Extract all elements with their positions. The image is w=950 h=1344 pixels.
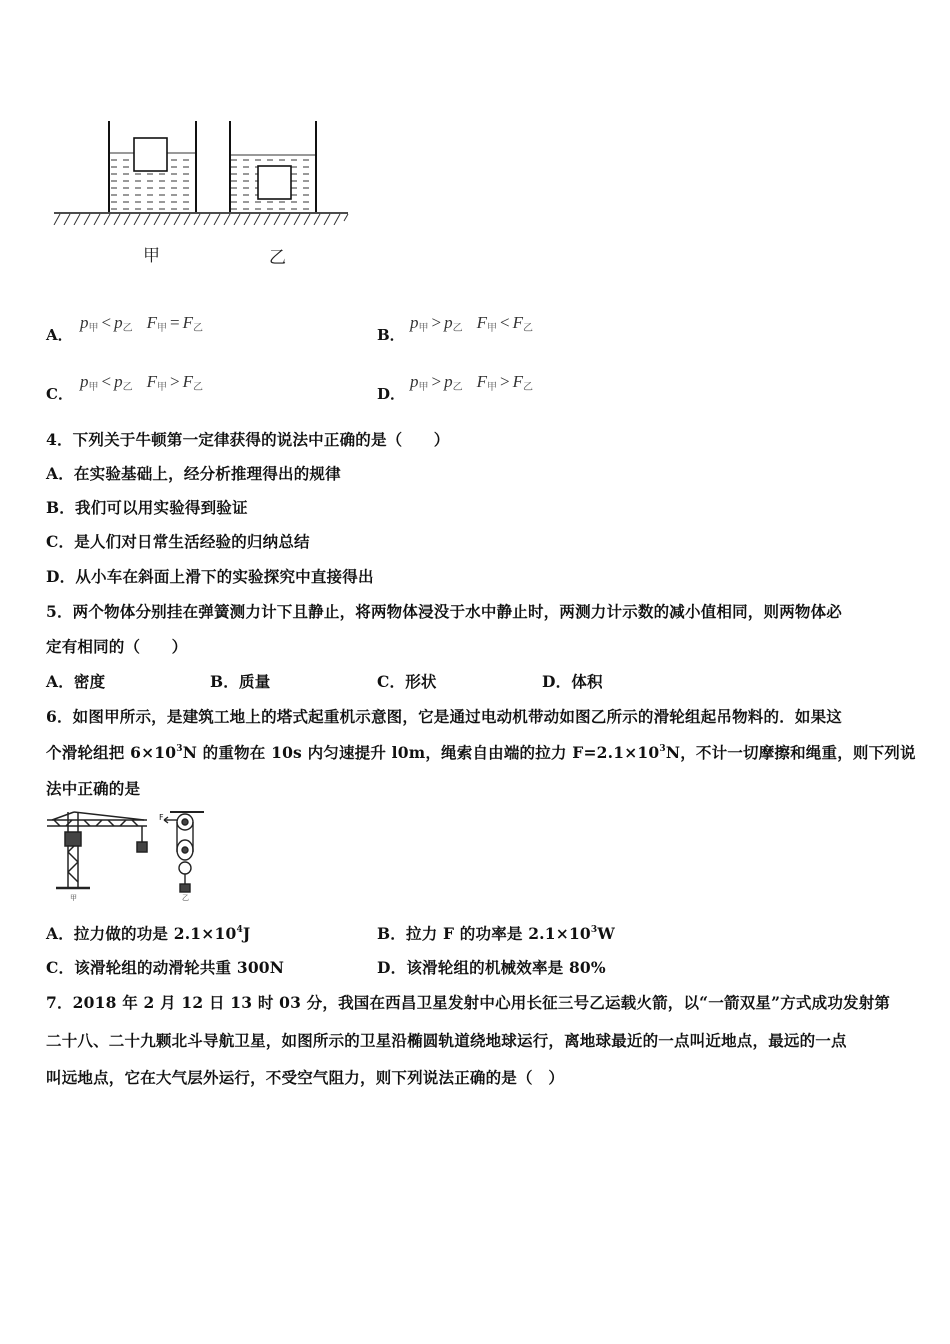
q6-stem-line1: 6．如图甲所示，是建筑工地上的塔式起重机示意图，它是通过电动机带动如图乙所示的滑轮组起吊物料的．如果这 (46, 707, 842, 726)
q6-option-c[interactable]: C．该滑轮组的动滑轮共重 300N (46, 958, 285, 977)
q4-stem: 4．下列关于牛顿第一定律获得的说法中正确的是（ ） (46, 430, 450, 449)
q6-option-b[interactable]: B．拉力 F 的功率是 $2.1\times 10^3W$ (377, 924, 615, 943)
q5-option-a[interactable]: A．密度 (46, 672, 106, 691)
option-label: A． (46, 326, 73, 344)
q4-option-d[interactable]: D．从小车在斜面上滑下的实验探究中直接得出 (46, 567, 374, 586)
container-jia (109, 121, 196, 212)
formula-b: $p_甲 > p_乙$ $F_甲 < F_乙$ (410, 313, 533, 334)
formula-a: $p_甲 < p_乙$ $F_甲 = F_乙$ (80, 313, 203, 334)
q7-stem-line1: 7．2018 年 2 月 12 日 13 时 03 分，我国在西昌卫星发射中心用长征三号乙运载火箭，以“一箭双星”方式成功发射第 (46, 993, 891, 1012)
q6-option-d[interactable]: D．该滑轮组的机械效率是 80% (377, 958, 606, 977)
crane-pulley-figure (44, 810, 214, 905)
q7-stem-line2: 二十八、二十九颗北斗导航卫星，如图所示的卫星沿椭圆轨道绕地球运行，离地球最近的一点叫近地点，最远的一点 (46, 1031, 847, 1050)
tower-crane (47, 812, 147, 888)
option-label: C． (46, 385, 73, 403)
q6-option-a[interactable]: A．拉力做的功是 $2.1\times 10^4J$ (46, 924, 251, 943)
q4-option-c[interactable]: C．是人们对日常生活经验的归纳总结 (46, 532, 310, 551)
q5-option-b[interactable]: B．质量 (210, 672, 271, 691)
caption-yi: 乙 (269, 248, 286, 268)
q6-stem-line3: 法中正确的是 (46, 779, 141, 798)
formula-d: $p_甲 > p_乙$ $F_甲 > F_乙$ (410, 372, 533, 393)
q5-option-c[interactable]: C．形状 (377, 672, 437, 691)
label-F: F (159, 813, 164, 822)
caption-jia: 甲 (143, 246, 160, 266)
formula-c: $p_甲 < p_乙$ $F_甲 > F_乙$ (80, 372, 203, 393)
block-yi (258, 166, 291, 199)
container-yi (230, 121, 316, 212)
containers-figure (50, 115, 360, 225)
q5-option-d[interactable]: D．体积 (542, 672, 603, 691)
q4-option-b[interactable]: B．我们可以用实验得到验证 (46, 498, 248, 517)
block-jia (134, 138, 167, 171)
option-label: D． (377, 385, 406, 403)
pulley-block (164, 812, 204, 892)
q4-option-a[interactable]: A．在实验基础上，经分析推理得出的规律 (46, 464, 341, 483)
option-label: B． (377, 326, 405, 344)
fig-label-yi: 乙 (182, 894, 189, 902)
fig-label-jia: 甲 (70, 894, 77, 902)
q5-stem-line1: 5．两个物体分别挂在弹簧测力计下且静止，将两物体浸没于水中静止时，两测力计示数的减小值相同，则两物体必 (46, 602, 842, 621)
q6-stem-line2: 个滑轮组把 $6\times 10^3N$ 的重物在 10s 内匀速提升 l0m，绳索自由端的拉力 $F=2.1\times 10^3N$，不计一切摩擦和绳重，则下列说 (46, 743, 916, 762)
q7-stem-line3: 叫远地点，它在大气层外运行，不受空气阻力，则下列说法正确的是（ ） (46, 1068, 565, 1087)
q5-stem-line2: 定有相同的（ ） (46, 637, 188, 656)
